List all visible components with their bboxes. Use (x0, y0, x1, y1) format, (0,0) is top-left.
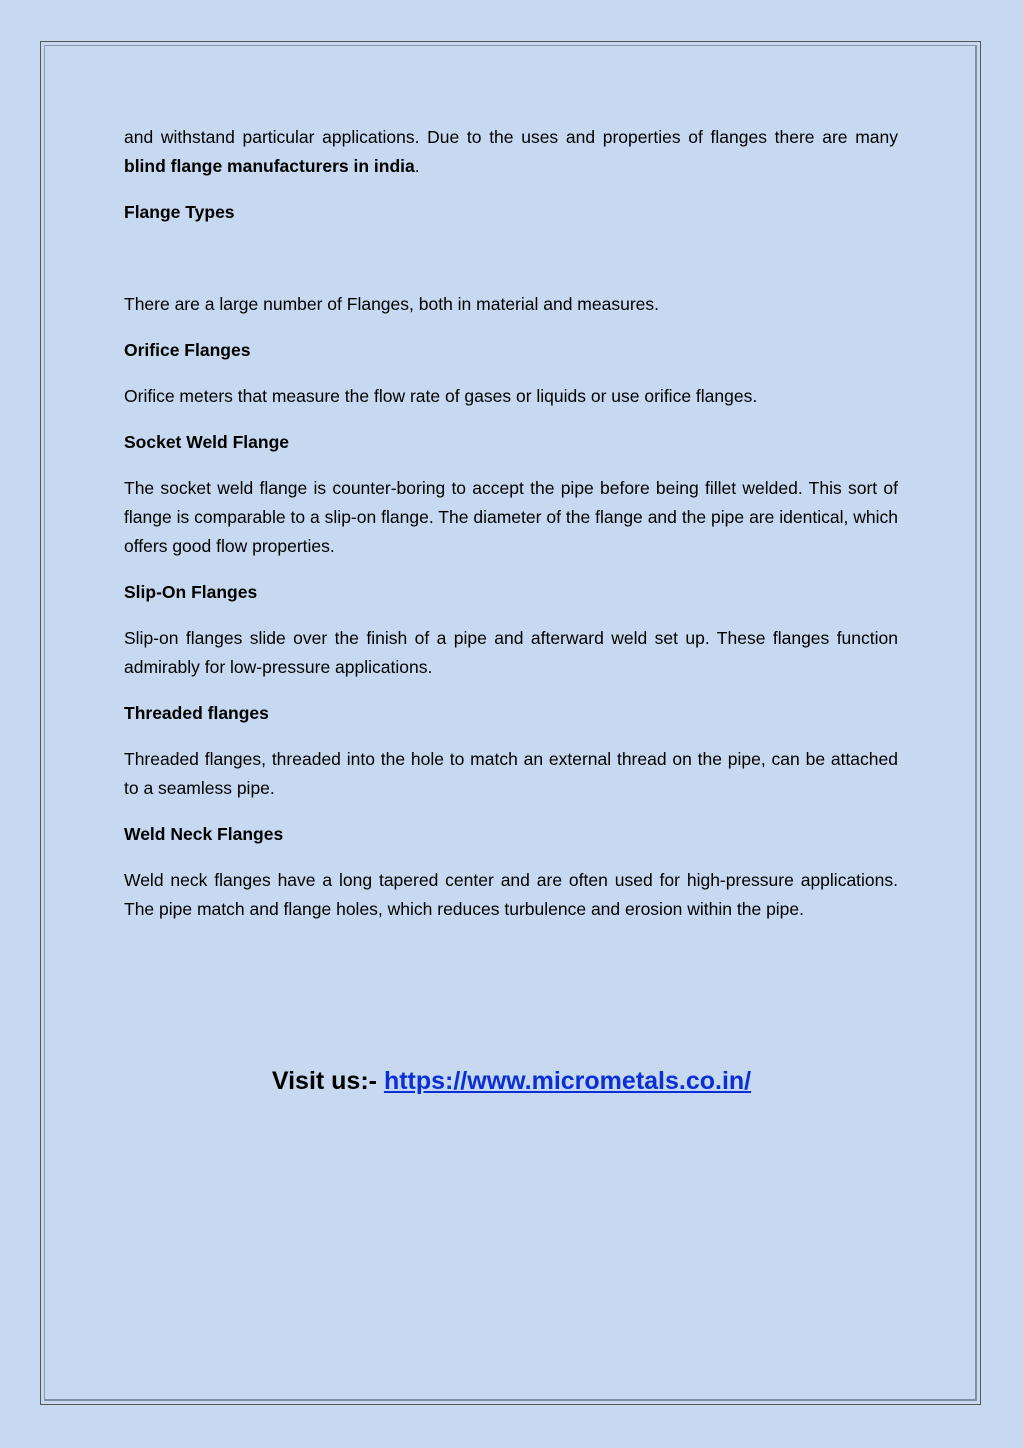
intro-paragraph (124, 123, 898, 181)
heading-slip-on-flanges: Slip-On Flanges (124, 582, 258, 602)
heading-orifice-flanges: Orifice Flanges (124, 340, 251, 360)
intro-bold-keyword: blind flange manufacturers in india (124, 156, 415, 176)
visit-us-line (0, 1063, 1023, 1099)
heading-socket-weld-flange: Socket Weld Flange (124, 432, 289, 452)
website-link[interactable]: https://www.micrometals.co.in/ (383, 1067, 752, 1095)
intro-text-end: . (414, 156, 420, 176)
orifice-flanges-paragraph: Orifice meters that measure the flow rate of gases or liquids or use orifice flanges. (124, 386, 758, 406)
flange-types-paragraph: There are a large number of Flanges, both in material and measures. (124, 294, 660, 314)
weld-neck-paragraph: Weld neck flanges have a long tapered center and are often used for high-pressure applications. The pipe match and flange holes, which reduces turbulence and erosion within the pipe. (124, 870, 898, 919)
heading-threaded-flanges: Threaded flanges (124, 703, 269, 723)
threaded-paragraph: Threaded flanges, threaded into the hole to match an external thread on the pipe, can be attached to a seamless pipe. (124, 749, 898, 798)
heading-flange-types: Flange Types (124, 202, 235, 222)
socket-weld-paragraph: The socket weld flange is counter-boring to accept the pipe before being fillet welded. This sort of flange is comparable to a slip-on flange. The diameter of the flange and the pipe are identical, which offers good flow properties. (124, 478, 898, 556)
document-body (124, 123, 898, 941)
heading-weld-neck-flanges: Weld Neck Flanges (124, 824, 284, 844)
visit-us-label: Visit us:- (271, 1067, 384, 1095)
intro-text: and withstand particular applications. Due to the uses and properties of flanges there are many (124, 127, 898, 147)
slip-on-paragraph: Slip-on flanges slide over the finish of a pipe and afterward weld set up. These flanges function admirably for low-pressure applications. (124, 628, 898, 677)
